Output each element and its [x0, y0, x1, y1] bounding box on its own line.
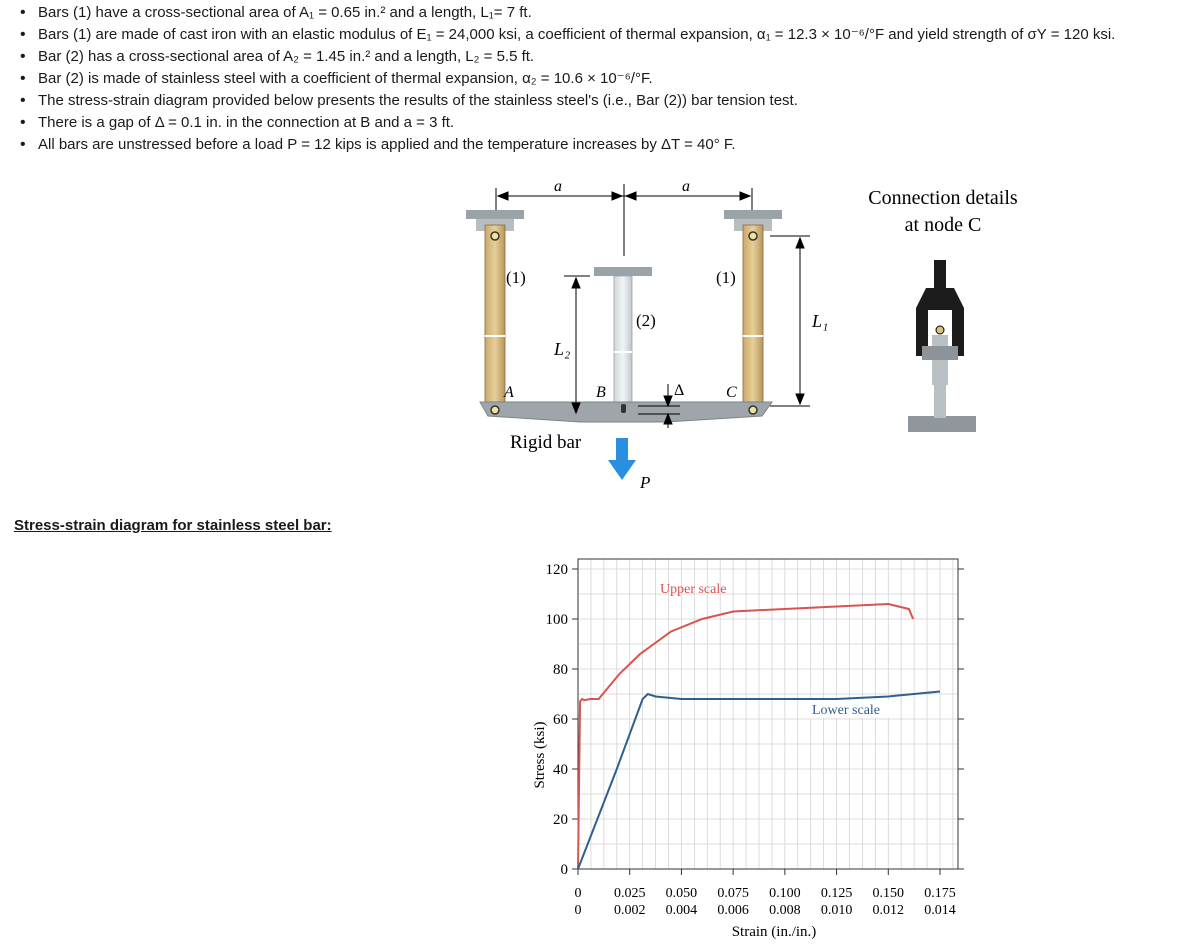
x-upper-tick-label: 0.050: [665, 886, 698, 901]
x-lower-tick-label: 0.008: [769, 903, 801, 918]
x-upper-tick-label: 0.175: [924, 886, 956, 901]
x-upper-tick-label: 0: [574, 886, 582, 901]
lower-scale-label: Lower scale: [812, 703, 881, 718]
load-arrow-icon: [608, 438, 636, 480]
L1-label: L₁: [812, 311, 829, 331]
x-lower-tick-label: 0.010: [820, 903, 853, 918]
x-lower-tick-label: 0.002: [613, 903, 646, 918]
y-tick-label: 20: [553, 812, 568, 828]
bar1-left-label: (1): [506, 268, 526, 287]
bar1-right-label: (1): [716, 268, 736, 287]
node-a-label: A: [504, 384, 514, 401]
x-axis-label: Strain (in./in.): [731, 924, 817, 940]
rigid-bar: [480, 402, 772, 422]
x-lower-tick-label: 0: [574, 903, 582, 918]
bullet-gap: • There is a gap of Δ = 0.1 in. in the connection at B and a = 3 ft.: [14, 112, 1194, 134]
x-upper-tick-label: 0.075: [717, 886, 749, 901]
bar2-label: (2): [636, 311, 656, 330]
bullet-stress-strain-note: • The stress-strain diagram provided below presents the results of the stainless steel's (i.e., Bar (2)) bar tension test.: [14, 90, 1194, 112]
dim-a-left-label: a: [554, 178, 562, 195]
x-upper-tick-label: 0.025: [613, 886, 646, 901]
connection-title-line1: Connection details: [868, 187, 1018, 209]
x-lower-tick-label: 0.004: [665, 903, 698, 918]
node-c-label: C: [726, 384, 737, 401]
x-lower-tick-label: 0.006: [717, 903, 749, 918]
bullet-load-temperature: • All bars are unstressed before a load P = 12 kips is applied and the temperature increases by ΔT = 40° F.: [14, 134, 1194, 156]
y-tick-label: 40: [553, 762, 568, 778]
bar2: [614, 276, 632, 402]
connection-title-line2: at node C: [904, 214, 982, 236]
connection-detail-icon: [908, 260, 976, 432]
x-upper-tick-label: 0.125: [820, 886, 853, 901]
y-tick-label: 80: [553, 662, 568, 678]
node-b-label: B: [596, 384, 606, 401]
bullet-bar1-material: • Bars (1) are made of cast iron with an elastic modulus of E₁ = 24,000 ksi, a coefficient of thermal expansion, α₁ = 12.3 × 10⁻⁶/°F and yield strength of σY = 120 ksi.: [14, 24, 1194, 46]
x-upper-tick-label: 0.100: [769, 886, 801, 901]
structure-figure: [440, 170, 1060, 510]
y-tick-label: 100: [545, 612, 568, 628]
x-lower-tick-label: 0.014: [924, 903, 956, 918]
upper-scale-label: Upper scale: [660, 582, 727, 597]
bar1-right: [743, 225, 763, 410]
rigid-bar-label: Rigid bar: [510, 432, 582, 453]
problem-statement-list: [14, 2, 1194, 156]
center-support: [594, 267, 652, 276]
x-upper-tick-label: 0.150: [872, 886, 905, 901]
bar1-left: [485, 225, 505, 410]
dimension-a: [496, 184, 752, 256]
stress-strain-chart: [520, 545, 1000, 945]
dimension-L1: [770, 236, 810, 406]
delta-label: Δ: [674, 382, 685, 399]
y-axis-label: Stress (ksi): [532, 721, 548, 789]
bullet-bar2-material: • Bar (2) is made of stainless steel with a coefficient of thermal expansion, α₂ = 10.6 × 10⁻⁶/°F.: [14, 68, 1194, 90]
y-tick-label: 120: [545, 562, 568, 578]
stress-strain-heading: Stress-strain diagram for stainless steel bar:: [14, 517, 332, 534]
y-tick-label: 0: [560, 862, 568, 878]
dim-a-right-label: a: [682, 178, 690, 195]
y-tick-label: 60: [553, 712, 568, 728]
bullet-bar2-area: • Bar (2) has a cross-sectional area of A₂ = 1.45 in.² and a length, L₂ = 5.5 ft.: [14, 46, 1194, 68]
L2-label: L₂: [554, 339, 571, 359]
bullet-bar1-area: • Bars (1) have a cross-sectional area of A₁ = 0.65 in.² and a length, L₁= 7 ft.: [14, 2, 1194, 24]
x-lower-tick-label: 0.012: [872, 903, 905, 918]
chart-grid: [578, 559, 958, 869]
load-label: P: [640, 473, 651, 492]
